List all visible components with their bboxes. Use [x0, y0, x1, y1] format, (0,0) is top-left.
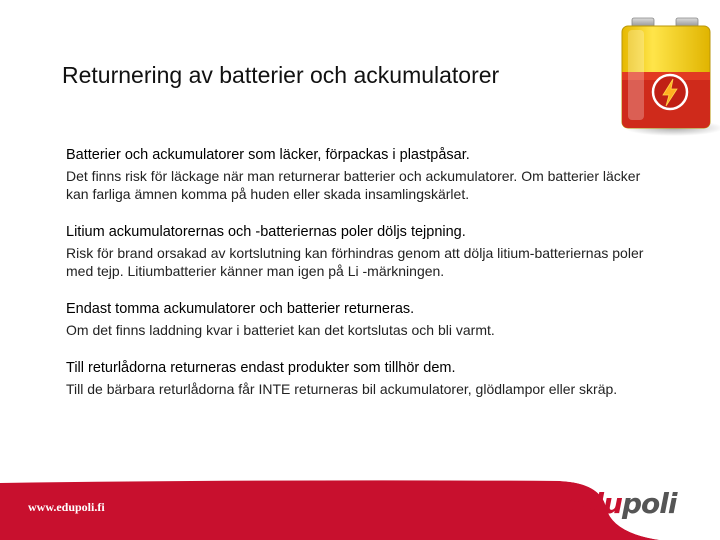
footer-banner — [0, 477, 720, 540]
section-body: Det finns risk för läckage när man returnerar batterier och ackumulatorer. Om batterier läcker kan farliga ämnen komma på huden eller skada insamlingskärlet. — [66, 168, 641, 202]
logo-part-poli: poli — [621, 487, 677, 520]
section-heading: Batterier och ackumulatorer som läcker, förpackas i plastpåsar. — [66, 147, 470, 163]
section-return-boxes — [66, 359, 666, 398]
section-body: Till de bärbara returlådorna får INTE returneras bil ackumulatorer, glödlampor eller skräp. — [66, 381, 618, 397]
section-leaking-batteries — [66, 146, 666, 203]
logo-part-edu: edu — [566, 487, 622, 520]
section-heading: Litium ackumulatorernas och -batteriernas poler döljs tejpning. — [66, 224, 466, 240]
section-empty-only — [66, 300, 666, 339]
battery-lightning-icon — [618, 16, 720, 140]
section-heading: Endast tomma ackumulatorer och batterier returneras. — [66, 301, 415, 317]
edupoli-logo — [566, 487, 676, 520]
section-lithium-poles — [66, 223, 666, 280]
section-heading: Till returlådorna returneras endast produkter som tillhör dem. — [66, 360, 456, 376]
footer-url-link[interactable]: www.edupoli.fi — [28, 500, 105, 514]
slide-title: Returnering av batterier och ackumulatorer — [62, 62, 500, 88]
section-body: Om det finns laddning kvar i batteriet kan det kortslutas och bli varmt. — [66, 322, 495, 338]
slide-content — [66, 146, 666, 398]
section-body: Risk för brand orsakad av kortslutning kan förhindras genom att dölja litium-batteriernas poler med tejp. Litiumbatterier känner man igen på Li -märkningen. — [66, 245, 644, 279]
